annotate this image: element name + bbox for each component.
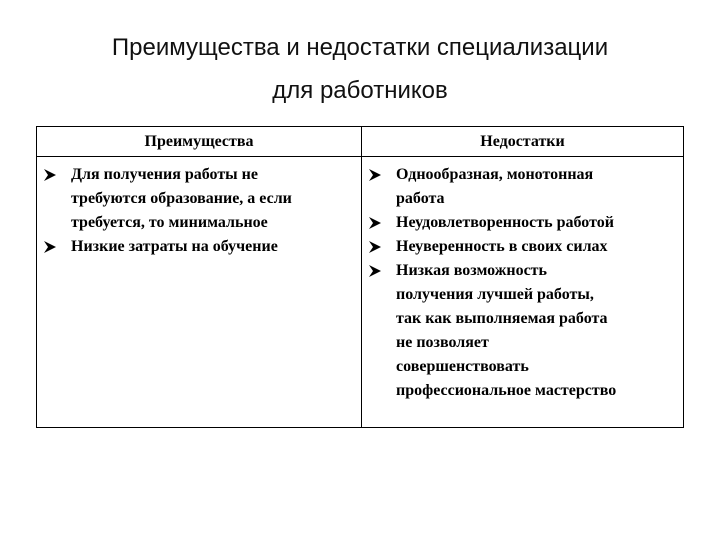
column-divider: [361, 127, 362, 427]
arrowhead-bullet-icon: [368, 216, 382, 230]
advantages-header: Преимущества: [144, 133, 254, 150]
slide-title: Преимущества и недостатки специализации: [111, 34, 609, 61]
advantage-item-text: Для получения работы не: [71, 166, 258, 183]
arrowhead-bullet-icon: [43, 240, 57, 254]
advantage-item-text: требуются образование, а если: [71, 190, 292, 207]
disadvantage-item-text: профессиональное мастерство: [396, 382, 617, 399]
comparison-table: [36, 126, 684, 428]
disadvantage-item: [368, 211, 680, 235]
arrowhead-bullet-icon: [368, 240, 382, 254]
disadvantages-list: [368, 163, 680, 403]
disadvantage-item-text: получения лучшей работы,: [396, 286, 594, 303]
disadvantages-header: Недостатки: [480, 133, 565, 150]
advantage-item-text: Низкие затраты на обучение: [71, 238, 278, 255]
disadvantage-item-text: Низкая возможность: [396, 262, 547, 279]
disadvantage-item-text: не позволяет: [396, 334, 489, 351]
advantage-item: [43, 163, 359, 235]
disadvantage-item-text: Неудовлетворенность работой: [396, 214, 614, 231]
disadvantage-item-text: совершенствовать: [396, 358, 529, 375]
disadvantage-item-text: Неуверенность в своих силах: [396, 238, 608, 255]
disadvantage-item-text: так как выполняемая работа: [396, 310, 608, 327]
arrowhead-bullet-icon: [43, 168, 57, 182]
arrowhead-bullet-icon: [368, 168, 382, 182]
disadvantage-item: [368, 259, 680, 403]
advantages-list: [43, 163, 359, 259]
disadvantage-item: [368, 163, 680, 211]
arrowhead-bullet-icon: [368, 264, 382, 278]
header-divider: [37, 156, 683, 157]
advantage-item-text: требуется, то минимальное: [71, 214, 268, 231]
slide-subtitle: для работников: [272, 77, 448, 104]
advantage-item: [43, 235, 359, 259]
disadvantage-item-text: Однообразная, монотонная: [396, 166, 594, 183]
disadvantage-item-text: работа: [396, 190, 445, 207]
disadvantage-item: [368, 235, 680, 259]
